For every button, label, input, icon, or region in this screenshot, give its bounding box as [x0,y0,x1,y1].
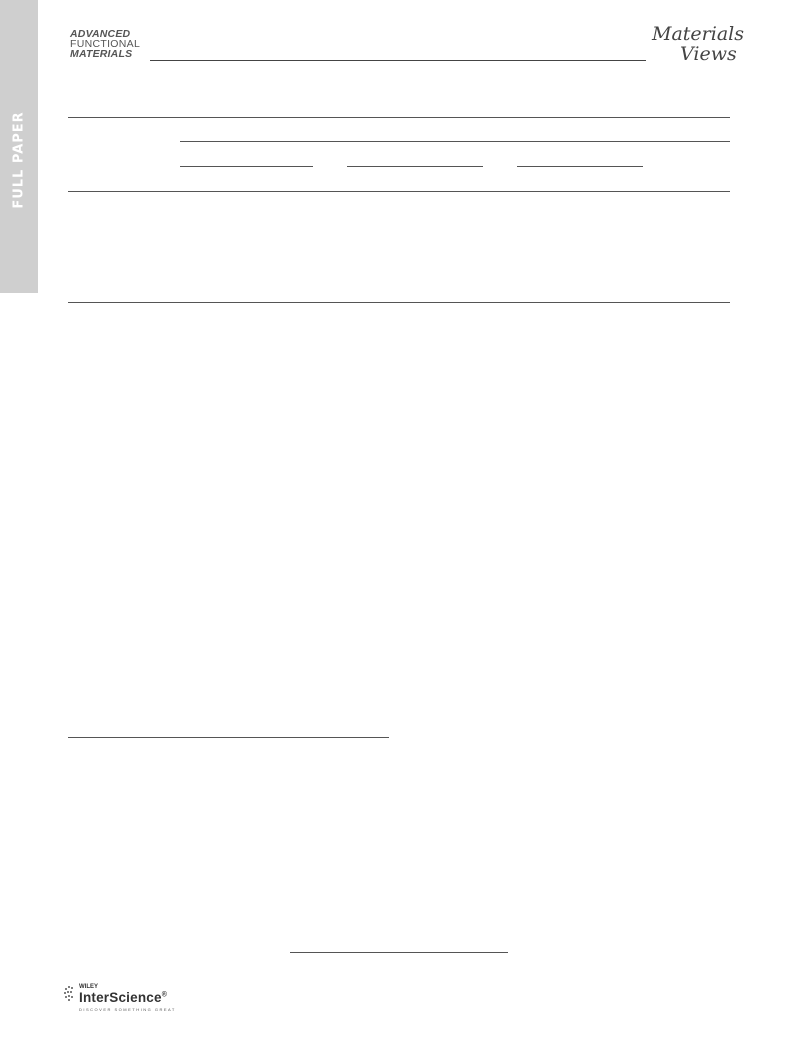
section-label: FULL PAPER [11,111,27,209]
publisher-tagline: DISCOVER SOMETHING GREAT [79,1007,176,1012]
publisher-name [79,990,167,1005]
brand-word-2: Views [680,43,737,65]
journal-logo-line2: FUNCTIONAL [70,38,141,50]
footnote-separator [68,737,389,738]
section-side-tab [0,0,38,293]
journal-logo-line3: MATERIALS [70,48,133,60]
table-group-header-rule [180,141,730,142]
publisher-logo [63,984,193,1014]
publisher-name-text: InterScience [79,990,162,1005]
journal-logo [70,29,140,59]
header-rule [150,60,646,61]
footer-rule [290,952,508,953]
table-bottom-rule [68,302,730,303]
publisher-wiley: WILEY [79,984,98,990]
table-subgroup-rule-1 [180,166,313,167]
table-header-bottom-rule [68,191,730,192]
brand-word-1: Materials [652,23,744,45]
publisher-registered: ® [161,991,168,999]
table-subgroup-rule-3 [517,166,643,167]
journal-logo-line1: ADVANCED [70,28,131,40]
table-top-rule [68,117,730,118]
table-subgroup-rule-2 [347,166,483,167]
brand-logo [652,24,744,64]
globe-dots-icon [63,984,77,1002]
